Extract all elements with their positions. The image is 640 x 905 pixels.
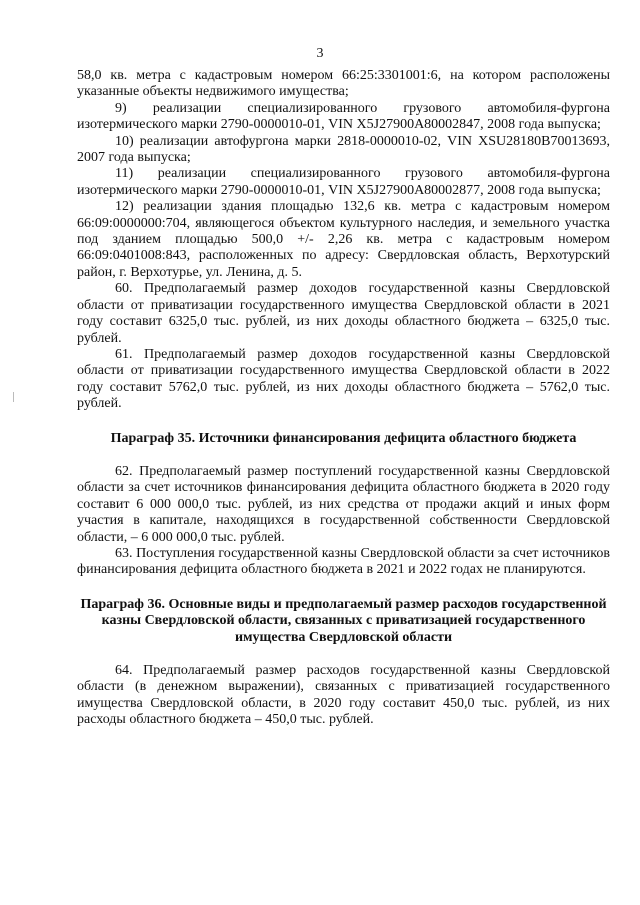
paragraph-item-10: 10) реализации автофургона марки 2818-0000010-02, VIN XSU28180B70013693, 2007 года выпуска;: [77, 133, 610, 166]
paragraph-61: 61. Предполагаемый размер доходов государственной казны Свердловской области от приватизации государственного имущества Свердловской области в 2022 году составит 5762,0 тыс. рублей, из них доходы областного бюджета – 5762,0 тыс. рублей.: [77, 346, 610, 412]
section-36-heading: Параграф 36. Основные виды и предполагаемый размер расходов государственной казны Свердловской области, связанных с приватизацией государственного имущества Свердловской области: [80, 596, 607, 645]
section-35-heading: Параграф 35. Источники финансирования дефицита областного бюджета: [110, 430, 577, 446]
paragraph-item-12: 12) реализации здания площадью 132,6 кв. метра с кадастровым номером 66:09:0000000:704, являющегося объектом культурного наследия, и земельного участка под зданием площадью 500,0 +/- 2,26 кв. метра с кадастровым номером 66:09:0401008:843, расположенных по адресу: Свердловская область, Верхотурский район, г. Верхотурье, ул. Ленина, д. 5.: [77, 199, 610, 280]
paragraph-continuation: 58,0 кв. метра с кадастровым номером 66:25:3301001:6, на котором расположены указанные объекты недвижимого имущества;: [77, 68, 610, 100]
paragraph-63: 63. Поступления государственной казны Свердловской области за счет источников финансирования дефицита областного бюджета в 2021 и 2022 годах не планируются.: [77, 545, 610, 578]
paragraph-item-9: 9) реализации специализированного грузового автомобиля-фургона изотермического марки 2790-0000010-01, VIN X5J27900A80002847, 2008 года выпуска;: [77, 100, 610, 133]
paragraph-60: 60. Предполагаемый размер доходов государственной казны Свердловской области от приватизации государственного имущества Свердловской области в 2021 году составит 6325,0 тыс. рублей, из них доходы областного бюджета – 6325,0 тыс. рублей.: [77, 281, 610, 346]
paragraph-64: 64. Предполагаемый размер расходов государственной казны Свердловской области (в денежном выражении), связанных с приватизацией государственного имущества Свердловской области, в 2020 году составит 450,0 тыс. рублей, из них расходы областного бюджета – 450,0 тыс. рублей.: [77, 663, 610, 728]
page-number: 3: [316, 46, 324, 61]
paragraph-62: 62. Предполагаемый размер поступлений государственной казны Свердловской области за счет источников финансирования дефицита областного бюджета в 2020 году составит 6 000 000,0 тыс. рублей, из них средства от продажи акций и иных форм участия в капитале, находящихся в государственной собственности Свердловской области, – 6 000 000,0 тыс. рублей.: [77, 463, 610, 545]
margin-mark: [13, 392, 14, 402]
document-body: [77, 68, 610, 729]
paragraph-item-11: 11) реализации специализированного грузового автомобиля-фургона изотермического марки 2790-0000010-01, VIN X5J27900A80002877, 2008 года выпуска;: [77, 166, 610, 198]
